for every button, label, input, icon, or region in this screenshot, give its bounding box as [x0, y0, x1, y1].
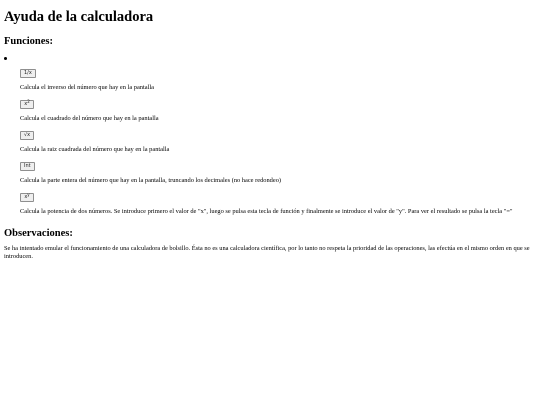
power-key-exponent: y	[27, 192, 30, 197]
power-key-button[interactable]	[20, 193, 34, 202]
inverse-key-button[interactable]	[20, 69, 36, 78]
square-key-base: x	[24, 101, 28, 107]
sqrt-description: Calcula la raiz cuadrada del número que hay en la pantalla	[20, 146, 170, 153]
power-description: Calcula la potencia de dos números. Se introduce primero el valor de "x", luego se pulsa esta tecla de función y finalmente se introduce el valor de "y". Para ver el resultado se pulsa la tecla "="	[20, 208, 513, 215]
function-item-integer	[20, 154, 536, 185]
function-item-inverse	[20, 61, 536, 92]
list-bullet	[4, 55, 536, 61]
square-key-exponent: 2	[27, 99, 30, 104]
page-title: Ayuda de la calculadora	[4, 9, 154, 25]
square-description: Calcula el cuadrado del número que hay en la pantalla	[20, 115, 159, 122]
integer-key-button[interactable]	[20, 162, 35, 171]
observations-text: Se ha intentado emular el funcionamiento de una calculadora de bolsillo. Ésta no es una calculadora científica, por lo tanto no respeta la prioridad de las operaciones, las efectúa en el mismo orden en que se introducen.	[4, 245, 530, 260]
inverse-description: Calcula el inverso del número que hay en la pantalla	[20, 84, 154, 91]
function-item-square	[20, 92, 536, 123]
function-item-sqrt	[20, 123, 536, 154]
integer-description: Calcula la parte entera del número que hay en la pantalla, truncando los decimales (no hace redondeo)	[20, 177, 282, 184]
inverse-key-label: 1/x	[24, 70, 32, 76]
integer-key-label: Int	[24, 163, 31, 169]
power-key-base: x	[24, 194, 28, 200]
square-key-button[interactable]	[20, 100, 34, 109]
function-item-power	[20, 185, 536, 216]
sqrt-key-button[interactable]	[20, 131, 34, 140]
functions-list	[4, 61, 536, 216]
functions-heading: Funciones:	[4, 36, 54, 47]
sqrt-key-label: √x	[24, 132, 31, 138]
observations-heading: Observaciones:	[4, 228, 73, 239]
